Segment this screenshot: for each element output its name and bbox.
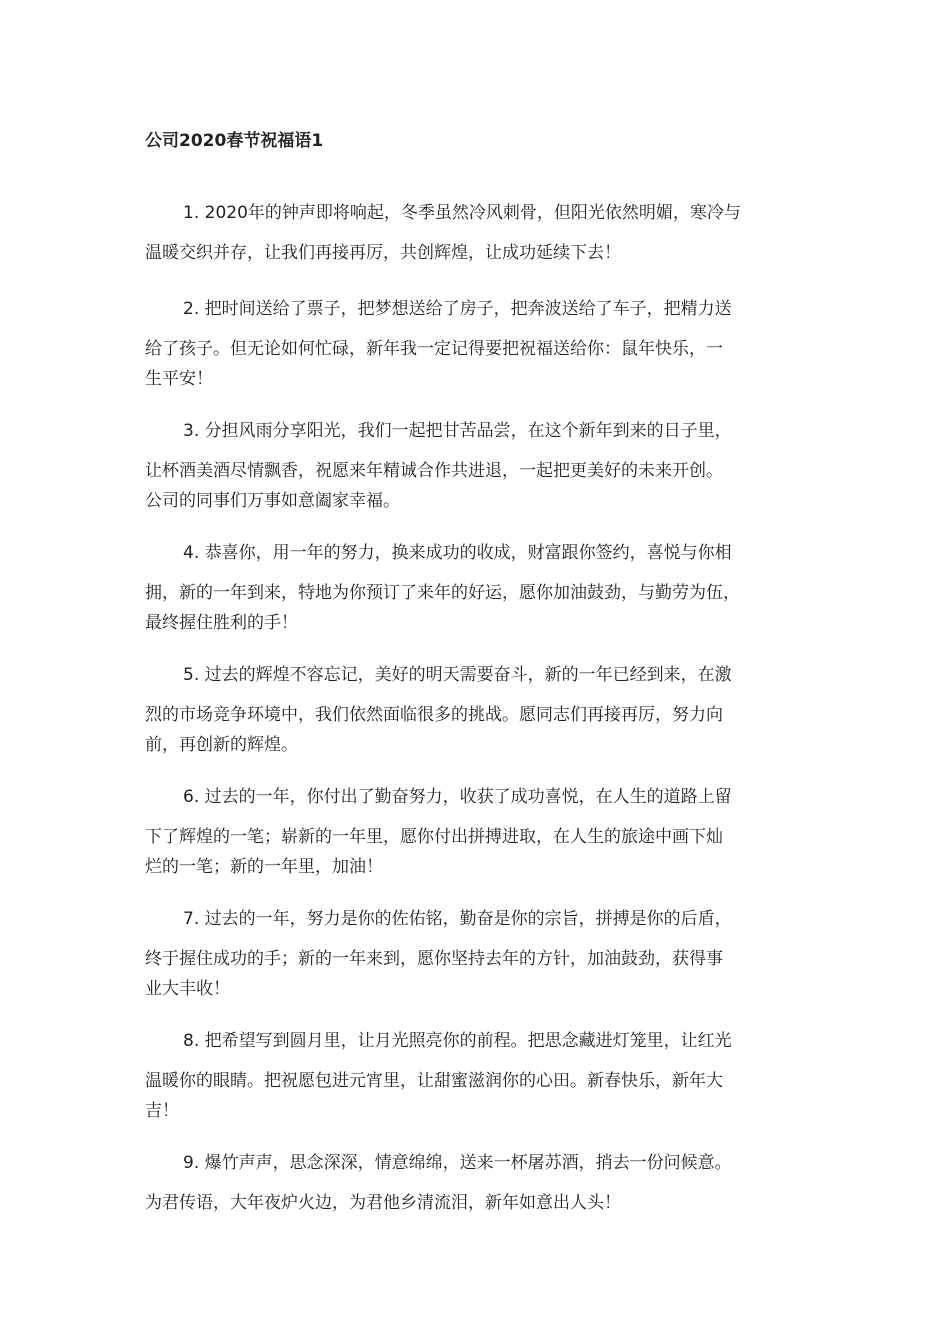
paragraph-line: 8. 把希望写到圆月里，让月光照亮你的前程。把思念藏进灯笼里，让红光 — [183, 1031, 732, 1051]
paragraph-line: 下了辉煌的一笔；崭新的一年里，愿你付出拼搏进取，在人生的旅途中画下灿 — [145, 827, 723, 847]
paragraph-line: 公司的同事们万事如意阖家幸福。 — [145, 491, 400, 511]
paragraph-2 — [145, 294, 810, 394]
paragraph-7 — [145, 904, 810, 1004]
paragraph-line: 6. 过去的一年，你付出了勤奋努力，收获了成功喜悦，在人生的道路上留 — [183, 787, 732, 807]
paragraph-line: 3. 分担风雨分享阳光，我们一起把甘苦品尝，在这个新年到来的日子里， — [183, 421, 732, 441]
paragraph-line: 吉！ — [145, 1101, 179, 1121]
paragraph-line: 5. 过去的辉煌不容忘记，美好的明天需要奋斗，新的一年已经到来，在激 — [183, 665, 732, 685]
paragraph-line: 烂的一笔；新的一年里，加油！ — [145, 857, 383, 877]
paragraph-line: 业大丰收！ — [145, 979, 230, 999]
paragraph-line: 前，再创新的辉煌。 — [145, 735, 298, 755]
paragraph-line: 终于握住成功的手；新的一年来到，愿你坚持去年的方针，加油鼓劲，获得事 — [145, 949, 723, 969]
paragraph-4 — [145, 538, 810, 638]
paragraph-line: 生平安！ — [145, 369, 213, 389]
document-title: 公司2020春节祝福语1 — [145, 131, 324, 151]
paragraph-line: 烈的市场竞争环境中，我们依然面临很多的挑战。愿同志们再接再厉，努力向 — [145, 705, 723, 725]
paragraph-line: 2. 把时间送给了票子，把梦想送给了房子，把奔波送给了车子，把精力送 — [183, 299, 732, 319]
paragraph-8 — [145, 1026, 810, 1126]
paragraph-line: 4. 恭喜你，用一年的努力，换来成功的收成，财富跟你签约，喜悦与你相 — [183, 543, 732, 563]
paragraph-line: 9. 爆竹声声，思念深深，情意绵绵，送来一杯屠苏酒，捎去一份问候意。 — [183, 1153, 732, 1173]
paragraph-line: 为君传语，大年夜炉火边，为君他乡清流泪，新年如意出人头！ — [145, 1193, 621, 1213]
paragraph-line: 给了孩子。但无论如何忙碌，新年我一定记得要把祝福送给你：鼠年快乐，一 — [145, 339, 723, 359]
paragraph-9 — [145, 1148, 810, 1218]
paragraph-line: 温暖你的眼睛。把祝愿包进元宵里，让甜蜜滋润你的心田。新春快乐，新年大 — [145, 1071, 723, 1091]
paragraph-line: 温暖交织并存，让我们再接再厉，共创辉煌，让成功延续下去！ — [145, 243, 621, 263]
paragraph-line: 最终握住胜利的手！ — [145, 613, 298, 633]
paragraph-line: 1. 2020年的钟声即将响起，冬季虽然冷风刺骨，但阳光依然明媚，寒冷与 — [183, 203, 741, 223]
paragraph-5 — [145, 660, 810, 760]
paragraph-line: 7. 过去的一年，努力是你的佐佑铭，勤奋是你的宗旨，拼搏是你的后盾， — [183, 909, 732, 929]
paragraph-1 — [145, 198, 810, 268]
paragraph-line: 拥，新的一年到来，特地为你预订了来年的好运，愿你加油鼓劲，与勤劳为伍， — [145, 583, 740, 603]
paragraph-3 — [145, 416, 810, 516]
paragraph-6 — [145, 782, 810, 882]
paragraph-line: 让杯酒美酒尽情飘香，祝愿来年精诚合作共进退，一起把更美好的未来开创。 — [145, 461, 723, 481]
